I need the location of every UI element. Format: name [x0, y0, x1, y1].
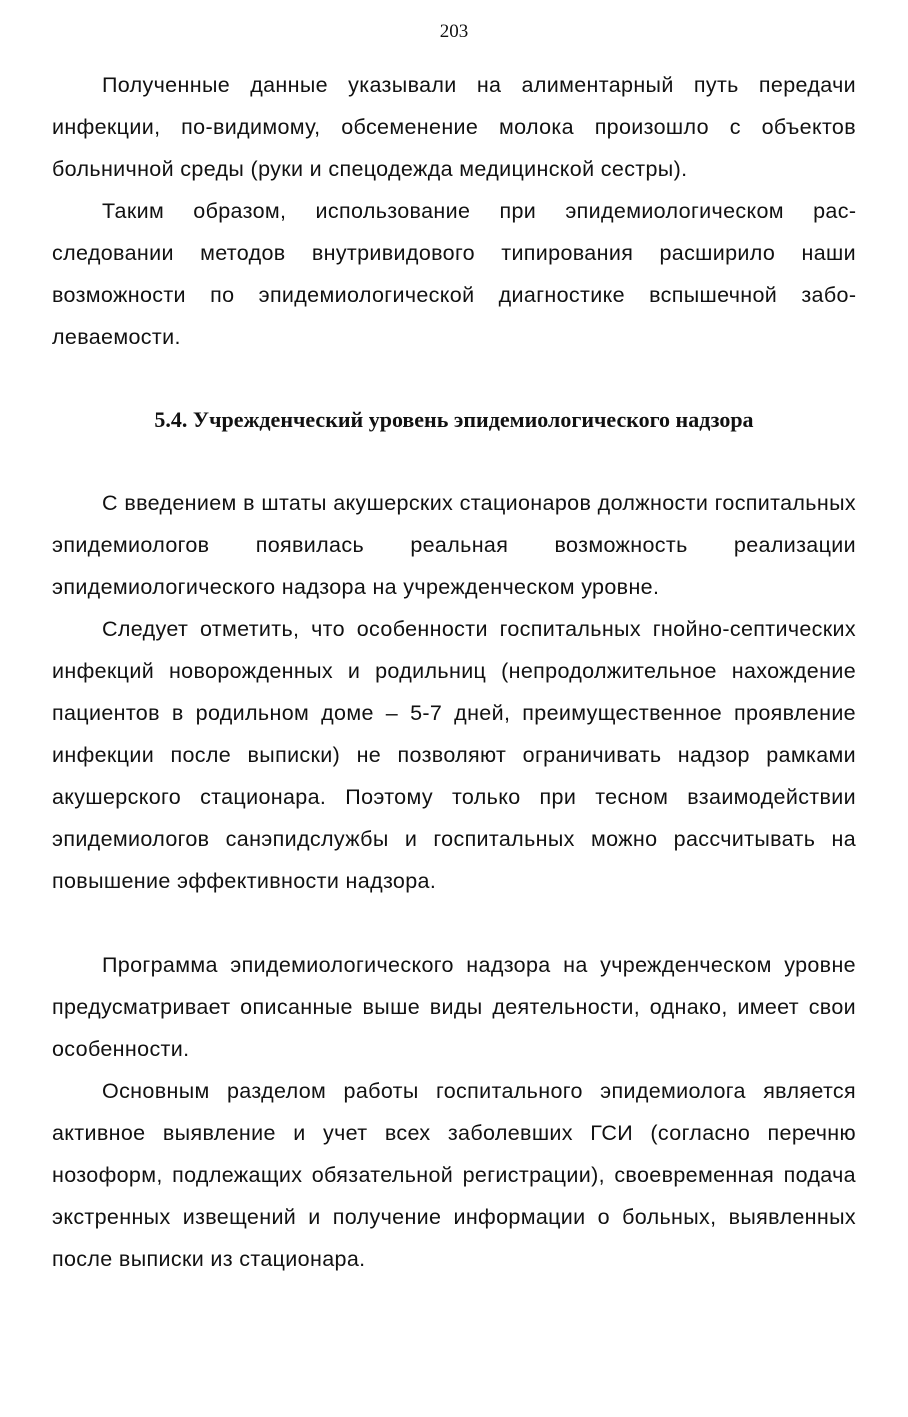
paragraph: Полученные данные указывали на алиментарный путь передачи инфекции, по-видимому, обсеменение молока произошло с объектов больничной среды (руки и спецодежда медицинской сестры).	[52, 73, 856, 181]
paragraph: Основным разделом работы госпитального эпидемиолога является активное выявление и учет всех заболевших ГСИ (согласно перечню нозоформ, подлежащих обязательной регистрации), своевременная подача экстренных извещений и получение информации о больных, выявленных после выписки из стационара.	[52, 1079, 856, 1271]
paragraph: Программа эпидемиологического надзора на учрежденческом уровне предусматривает описанные выше виды деятельности, однако, имеет свои особенности.	[52, 953, 856, 1061]
section-heading: 5.4. Учрежденческий уровень эпидемиологического надзора	[154, 407, 754, 432]
page-number: 203	[439, 21, 469, 42]
paragraph: Следует отметить, что особенности госпитальных гнойно-септических инфекций новорожденных и родильниц (непродолжительное нахождение пациентов в родильном доме – 5-7 дней, преимущественное проявление инфекции после выписки) не позволяют ограничивать надзор рамками акушерского стационара. Поэтому только при тесном взаимодействии эпидемиологов санэпидслужбы и госпитальных можно рассчитывать на повышение эффективности надзора.	[52, 617, 856, 893]
paragraph: Таким образом, использование при эпидемиологическом расследовании методов внутривидового типирования расширило наши возможности по эпидемиологической диагностике вспышечной заболеваемости.	[52, 199, 856, 349]
paragraph: С введением в штаты акушерских стационаров должности госпитальных эпидемиологов появилась реальная возможность реализации эпидемиологического надзора на учрежденческом уровне.	[52, 491, 856, 599]
